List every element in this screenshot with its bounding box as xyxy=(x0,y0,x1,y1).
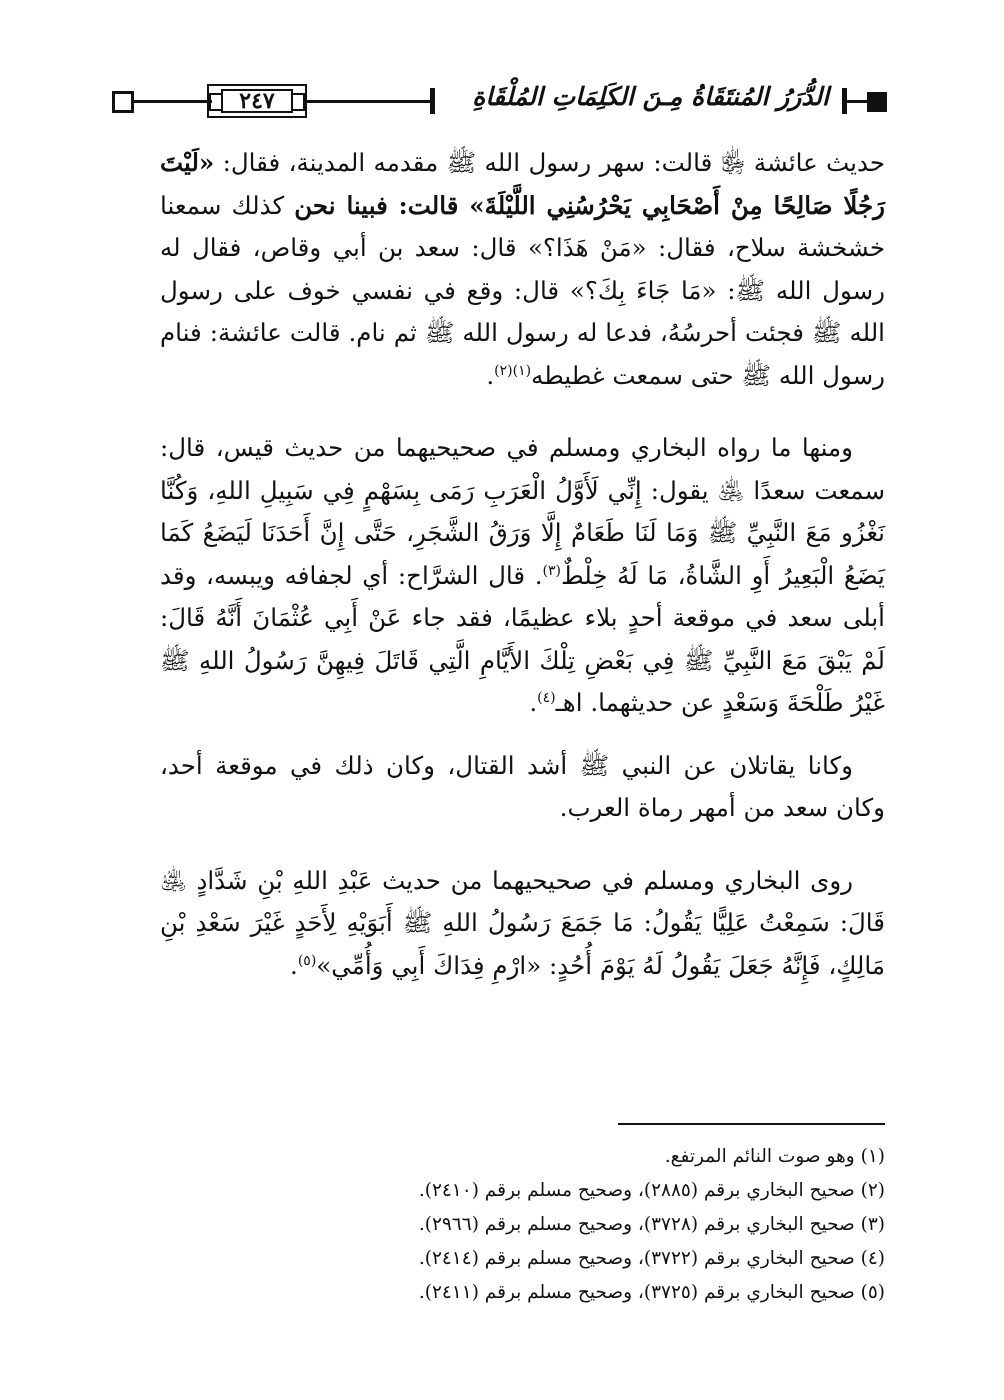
footnote-ref[interactable]: (١)(٢) xyxy=(494,362,532,379)
header-title: الدُّرَرُ المُنتَقَاةُ مِـنَ الكَلِمَاتِ المُلْقَاةِ xyxy=(472,82,829,111)
footnote-5: (٥) صحيح البخاري برقم (٣٧٢٥)، وصحيح مسلم برقم (٢٤١١). xyxy=(418,1282,885,1303)
header-rule-right xyxy=(847,100,867,103)
text-line: حديث عائشة ﵂ قالت: سهر رسول الله ﷺ مقدمه المدينة، فقال: xyxy=(222,148,885,177)
text-line: غَيْرَ سَعْدِ بْنِ مَالِكٍ، فَإِنَّهُ جَعَلَ يَقُولُ لَهُ يَوْمَ أُحُدٍ: «ارْمِ فِدَاكَ أَبِي وَأُمِّي» xyxy=(160,908,885,980)
text-line: إِنَّ أَحَدَنَا لَيَضَعُ كَمَا يَضَعُ الْبَعِيرُ أَوِ الشَّاةُ، مَا لَهُ خِلْطٌ xyxy=(160,518,885,590)
text-line: «لَيْتَ رَجُلًا صَالِحًا مِنْ أَصْحَابِي يَحْرُسُنِي اللَّيْلَةَ» قالت: فبينا نحن xyxy=(160,148,885,220)
text-line: عَنْ أَبِي عُثْمَانَ أَنَّهُ قَالَ: لَمْ يَبْقَ مَعَ النَّبِيِّ ﷺ فِي بَعْضِ تِلْكَ الأَيَّامِ الَّتِي xyxy=(160,603,885,675)
footnote-ref[interactable]: (٤) xyxy=(537,689,556,706)
footnote-2: (٢) صحيح البخاري برقم (٢٨٨٥)، وصحيح مسلم برقم (٢٤١٠). xyxy=(418,1180,885,1201)
text-line: نام. قالت عائشة: فنام رسول الله ﷺ حتى سمعت غطيطه xyxy=(160,318,885,390)
footnote-ref[interactable]: (٥) xyxy=(297,952,317,969)
page-number: ٢٤٧ xyxy=(221,89,293,113)
text-line: وقاص، فقال له رسول الله ﷺ: «مَا جَاءَ بِكَ؟» قال: وقع في نفسي xyxy=(160,233,885,305)
paragraph-4: روى البخاري ومسلم في صحيحيهما من حديث عَبْدِ اللهِ بْنِ شَدَّادٍ ﵁ قَالَ: سَمِعْتُ عَلِيًّا يَقُولُ: مَا جَمَعَ رَسُولُ اللهِ ﷺ أَبَوَيْهِ لِأَحَدٍ غَيْرَ سَعْدِ بْنِ مَالِكٍ، فَإِنَّهُ جَعَلَ يَقُولُ لَهُ يَوْمَ أُحُدٍ: «ارْمِ فِدَاكَ أَبِي وَأُمِّي»$^{(٥)}$. xyxy=(160,865,885,980)
paragraph-3 xyxy=(160,745,885,830)
paragraph-2: ومنها ما رواه البخاري ومسلم في صحيحيهما من حديث قيس، قال: سمعت سعدًا ﵁ يقول: إِنِّي لَأَوَّلُ الْعَرَبِ رَمَى بِسَهْمٍ فِي سَبِيلِ اللهِ، وَكُنَّا نَغْزُو مَعَ النَّبِيِّ ﷺ وَمَا لَنَا طَعَامٌ إِلَّا وَرَقُ الشَّجَرِ، حَتَّى إِنَّ أَحَدَنَا لَيَضَعُ كَمَا يَضَعُ الْبَعِيرُ أَوِ الشَّاةُ، مَا لَهُ خِلْطٌ$^{(٣)}$. قال الشرَّاح: أي لجفافه ويبسه، وقد أبلى سعد في موقعة أحدٍ بلاء عظيمًا، فقد جاء عَنْ أَبِي عُثْمَانَ أَنَّهُ قَالَ: لَمْ يَبْقَ مَعَ النَّبِيِّ ﷺ فِي بَعْضِ تِلْكَ الأَيَّامِ الَّتِي قَاتَلَ فِيهِنَّ رَسُولُ اللهِ ﷺ غَيْرُ طَلْحَةَ وَسَعْدٍ عن حديثهما. اهـ$^{(٤)}$. xyxy=(160,433,886,717)
text-line: سَبِيلِ اللهِ، وَكُنَّا نَغْزُو مَعَ النَّبِيِّ ﷺ وَمَا لَنَا طَعَامٌ إِلَّا وَرَقُ الشَّجَرِ، حَتَّى xyxy=(160,475,886,547)
text-line: كذلك سمعنا خشخشة سلاح، فقال: «مَنْ هَذَا؟» قال: سعد بن أبي xyxy=(160,190,885,262)
header-bar-divider xyxy=(430,88,435,114)
text-line: شَدَّادٍ ﵁ قَالَ: سَمِعْتُ عَلِيًّا يَقُولُ: مَا جَمَعَ رَسُولُ اللهِ ﷺ أَبَوَيْهِ لِأَحَدٍ xyxy=(160,865,885,937)
footnote-3: (٣) صحيح البخاري برقم (٣٧٢٨)، وصحيح مسلم برقم (٢٩٦٦). xyxy=(418,1214,885,1235)
header-ornament-square-right xyxy=(867,92,887,112)
footnote-4: (٤) صحيح البخاري برقم (٣٧٢٢)، وصحيح مسلم برقم (٢٤١٤). xyxy=(418,1248,885,1269)
text-line: خوف على رسول الله ﷺ فجئت أحرسُهُ، فدعا له رسول الله ﷺ ثم xyxy=(160,275,885,347)
footnote-1: (١) وهو صوت النائم المرتفع. xyxy=(664,1146,885,1167)
header-rule-left xyxy=(134,100,212,103)
text-line: قال: سمعت سعدًا ﵁ يقول: إِنِّي لَأَوَّلُ الْعَرَبِ رَمَى بِسَهْمٍ فِي xyxy=(160,433,885,505)
footnotes xyxy=(160,1140,885,1310)
text-line: روى البخاري ومسلم في صحيحيهما من حديث عَبْدِ اللهِ بْنِ xyxy=(257,865,853,895)
header-ornament-square-left xyxy=(112,91,134,113)
main-text xyxy=(160,142,885,987)
page-header xyxy=(112,78,887,126)
paragraph-1: حديث عائشة ﵂ قالت: سهر رسول الله ﷺ مقدمه المدينة، فقال: «لَيْتَ رَجُلًا صَالِحًا مِنْ أَصْحَابِي يَحْرُسُنِي اللَّيْلَةَ» قالت: فبينا نحن كذلك سمعنا خشخشة سلاح، فقال: «مَنْ هَذَا؟» قال: سعد بن أبي وقاص، فقال له رسول الله ﷺ: «مَا جَاءَ بِكَ؟» قال: وقع في نفسي خوف على رسول الله ﷺ فجئت أحرسُهُ، فدعا له رسول الله ﷺ ثم نام. قالت عائشة: فنام رسول الله ﷺ حتى سمعت غطيطه$^{(١)(٢)}$. xyxy=(160,148,885,390)
text-line: قَاتَلَ فِيهِنَّ رَسُولُ اللهِ ﷺ غَيْرُ طَلْحَةَ وَسَعْدٍ عن حديثهما. اهـ xyxy=(160,645,885,717)
text-line: وكانا يقاتلان عن النبي ﷺ أشد القتال، وكان ذلك في موقعة أحد، xyxy=(160,750,853,780)
header-rule-middle xyxy=(305,100,432,103)
footnote-separator xyxy=(618,1123,885,1125)
text-line: أي لجفافه ويبسه، وقد أبلى سعد في موقعة أحدٍ بلاء عظيمًا، فقد جاء xyxy=(160,560,885,632)
text-line: وكان سعد من أمهر رماة العرب. xyxy=(559,793,885,822)
footnote-ref[interactable]: (٣) xyxy=(542,562,561,579)
text-line: ومنها ما رواه البخاري ومسلم في صحيحيهما من حديث قيس، xyxy=(215,433,853,462)
page-number-frame xyxy=(207,84,307,118)
